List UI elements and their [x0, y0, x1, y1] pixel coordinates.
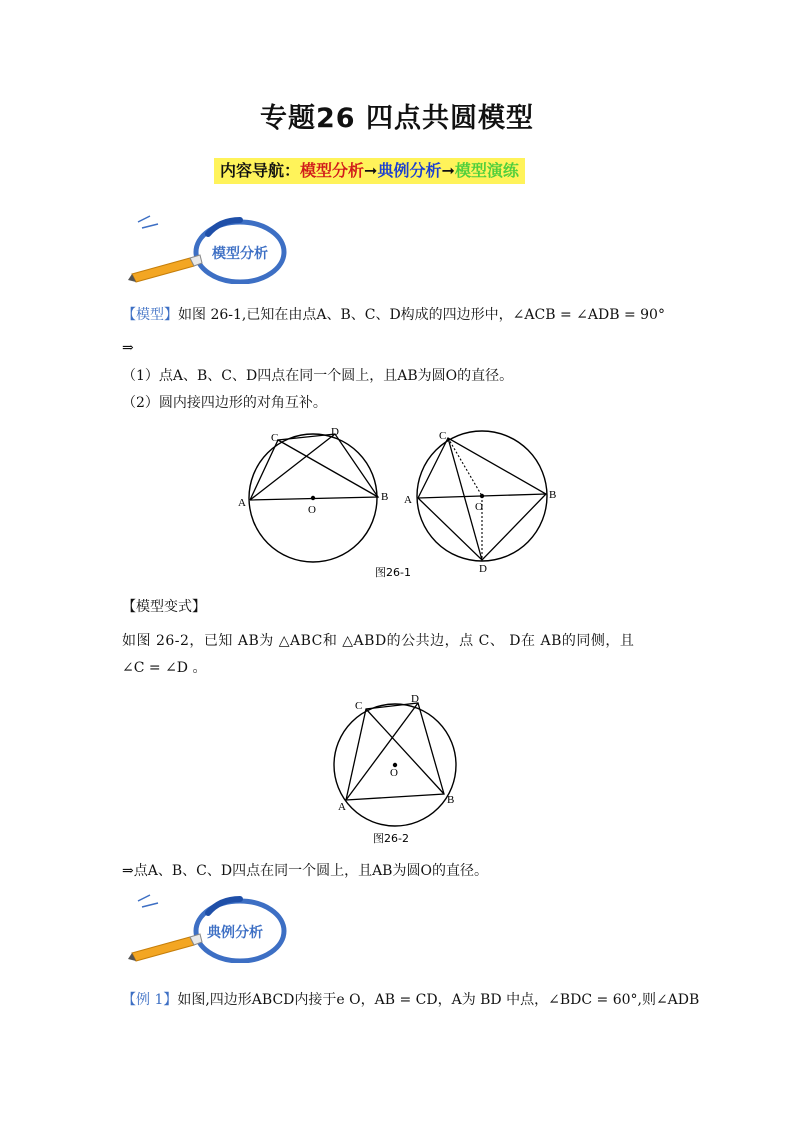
model-analysis-badge	[128, 212, 293, 284]
variant-line-1: 如图 26-2，已知 AB为 △ABC和 △ABD的公共边，点 C、 D在 AB的同侧，且	[122, 633, 635, 649]
example-analysis-badge	[128, 891, 293, 963]
nav-arrow-1: ➞	[364, 161, 378, 180]
model-tag: 【模型】	[122, 307, 178, 323]
nav-model-practice[interactable]: 模型演练	[454, 161, 519, 180]
label-C-right: C	[439, 430, 447, 442]
content-navigation	[214, 158, 525, 184]
figure-right-circle	[404, 430, 556, 575]
label-C-fig2: C	[355, 700, 363, 712]
label-A-fig2: A	[338, 801, 346, 813]
badge-label: 典例分析	[207, 925, 263, 941]
decoration-lines	[138, 216, 158, 228]
label-O-left: O	[308, 504, 316, 516]
variant-line-2: ∠C = ∠D 。	[122, 660, 207, 676]
decoration-lines	[138, 895, 158, 907]
example-1-text: 如图,四边形ABCD内接于e O，AB = CD，A为 BD 中点，∠BDC = 60°,则∠ADB	[177, 992, 700, 1008]
model-line-1	[122, 305, 665, 325]
label-O-fig2: O	[390, 767, 398, 779]
page-title: 专题26 四点共圆模型	[260, 103, 534, 134]
badge-label: 模型分析	[212, 246, 268, 262]
label-B-fig2: B	[447, 794, 455, 806]
label-B-left: B	[381, 491, 389, 503]
figure-26-2-caption: 图26-2	[373, 832, 409, 845]
variant-tag: 【模型变式】	[122, 599, 206, 615]
label-A-left: A	[238, 497, 246, 509]
label-D-right: D	[479, 563, 487, 575]
figure-left-circle	[238, 426, 388, 562]
figure-26-2	[330, 690, 470, 850]
conclusion-line: ⇒点A、B、C、D四点在同一个圆上，且AB为圆O的直径。	[122, 863, 488, 879]
label-D-fig2: D	[411, 693, 419, 705]
model-line-2: ⇒	[122, 340, 134, 356]
model-line-3: （1）点A、B、C、D四点在同一个圆上，且AB为圆O的直径。	[122, 368, 514, 384]
nav-prefix: 内容导航：	[220, 161, 301, 180]
figure-26-1	[230, 420, 570, 590]
label-O-right: O	[475, 501, 483, 513]
nav-model-analysis[interactable]: 模型分析	[300, 161, 365, 180]
label-B-right: B	[549, 489, 557, 501]
pencil-icon	[128, 255, 202, 282]
example-1-line	[122, 990, 699, 1010]
label-C-left: C	[271, 432, 279, 444]
nav-arrow-2: ➞	[441, 161, 455, 180]
figure-26-1-caption: 图26-1	[375, 566, 411, 579]
nav-example-analysis[interactable]: 典例分析	[377, 161, 442, 180]
label-D-left: D	[331, 426, 339, 438]
example-1-tag: 【例 1】	[122, 992, 178, 1008]
model-text-1: 如图 26-1,已知在由点A、B、C、D构成的四边形中，∠ACB = ∠ADB = 90°	[178, 307, 665, 323]
model-line-4: （2）圆内接四边形的对角互补。	[122, 395, 327, 411]
pencil-icon	[128, 934, 202, 961]
label-A-right: A	[404, 494, 412, 506]
